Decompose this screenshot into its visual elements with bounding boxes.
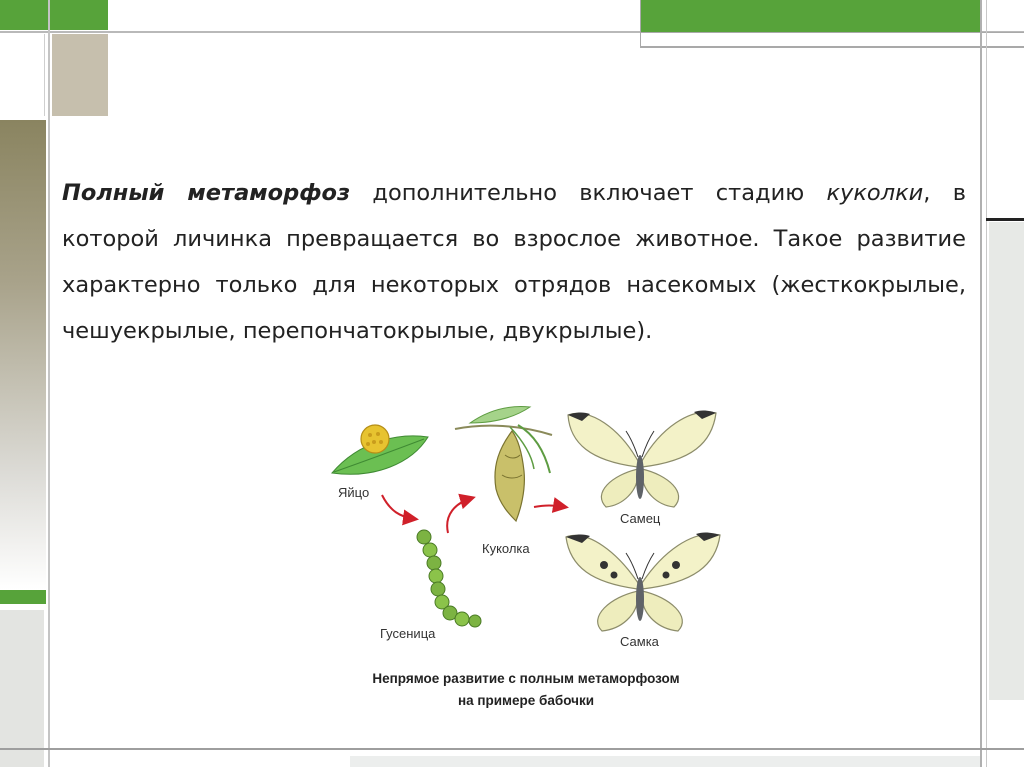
- label-caterpillar: Гусеница: [380, 626, 436, 641]
- term-bold: Полный метаморфоз: [62, 180, 351, 206]
- paragraph-part-2: , в которой личинка превращается во взрослое животное. Такое развитие характерно только для некоторых отрядов насекомых (жесткокрылые, чешуекрылые, перепончатокрылые, двукрылые).: [62, 180, 966, 344]
- metamorphosis-figure: [320, 395, 740, 725]
- leaf-with-egg: [332, 425, 428, 474]
- left-green-stripe: [0, 590, 46, 604]
- top-right-frame-line-2: [640, 46, 1024, 48]
- left-olive-bar: [0, 120, 46, 590]
- figure-caption-line-2: на примере бабочки: [457, 693, 595, 708]
- right-vertical-line-2: [986, 0, 987, 767]
- bottom-border-line: [0, 748, 1024, 750]
- top-right-frame-line: [640, 32, 1024, 33]
- label-egg: Яйцо: [338, 485, 370, 500]
- pupa-on-twig: [455, 407, 552, 521]
- left-vertical-line: [48, 0, 50, 767]
- female-butterfly: [566, 532, 720, 631]
- bottom-gray-strip: [350, 756, 980, 767]
- paragraph-part-1: дополнительно включает стадию: [350, 180, 827, 206]
- arrow-pupa-to-adult: [534, 506, 565, 508]
- top-left-green-bar: [0, 0, 108, 30]
- right-dark-rule: [986, 218, 1024, 221]
- main-paragraph: [62, 170, 966, 354]
- label-male: Самец: [620, 511, 661, 526]
- top-right-frame-vertical: [640, 0, 641, 48]
- tan-block: [52, 34, 108, 116]
- arrow-caterpillar-to-pupa: [447, 498, 472, 533]
- arrow-egg-to-caterpillar: [382, 495, 415, 519]
- term-italic: куколки: [826, 180, 924, 206]
- figure-caption-line-1: Непрямое развитие с полным метаморфозом: [372, 671, 680, 686]
- left-bottom-gray-panel: [0, 610, 44, 767]
- right-vertical-line: [980, 0, 982, 767]
- top-right-green-bar: [640, 0, 982, 32]
- top-left-white-box: [0, 34, 45, 116]
- right-side-panel: [989, 222, 1024, 700]
- caterpillar: [417, 530, 481, 627]
- label-female: Самка: [620, 634, 659, 649]
- label-pupa: Куколка: [482, 541, 530, 556]
- male-butterfly: [568, 410, 716, 507]
